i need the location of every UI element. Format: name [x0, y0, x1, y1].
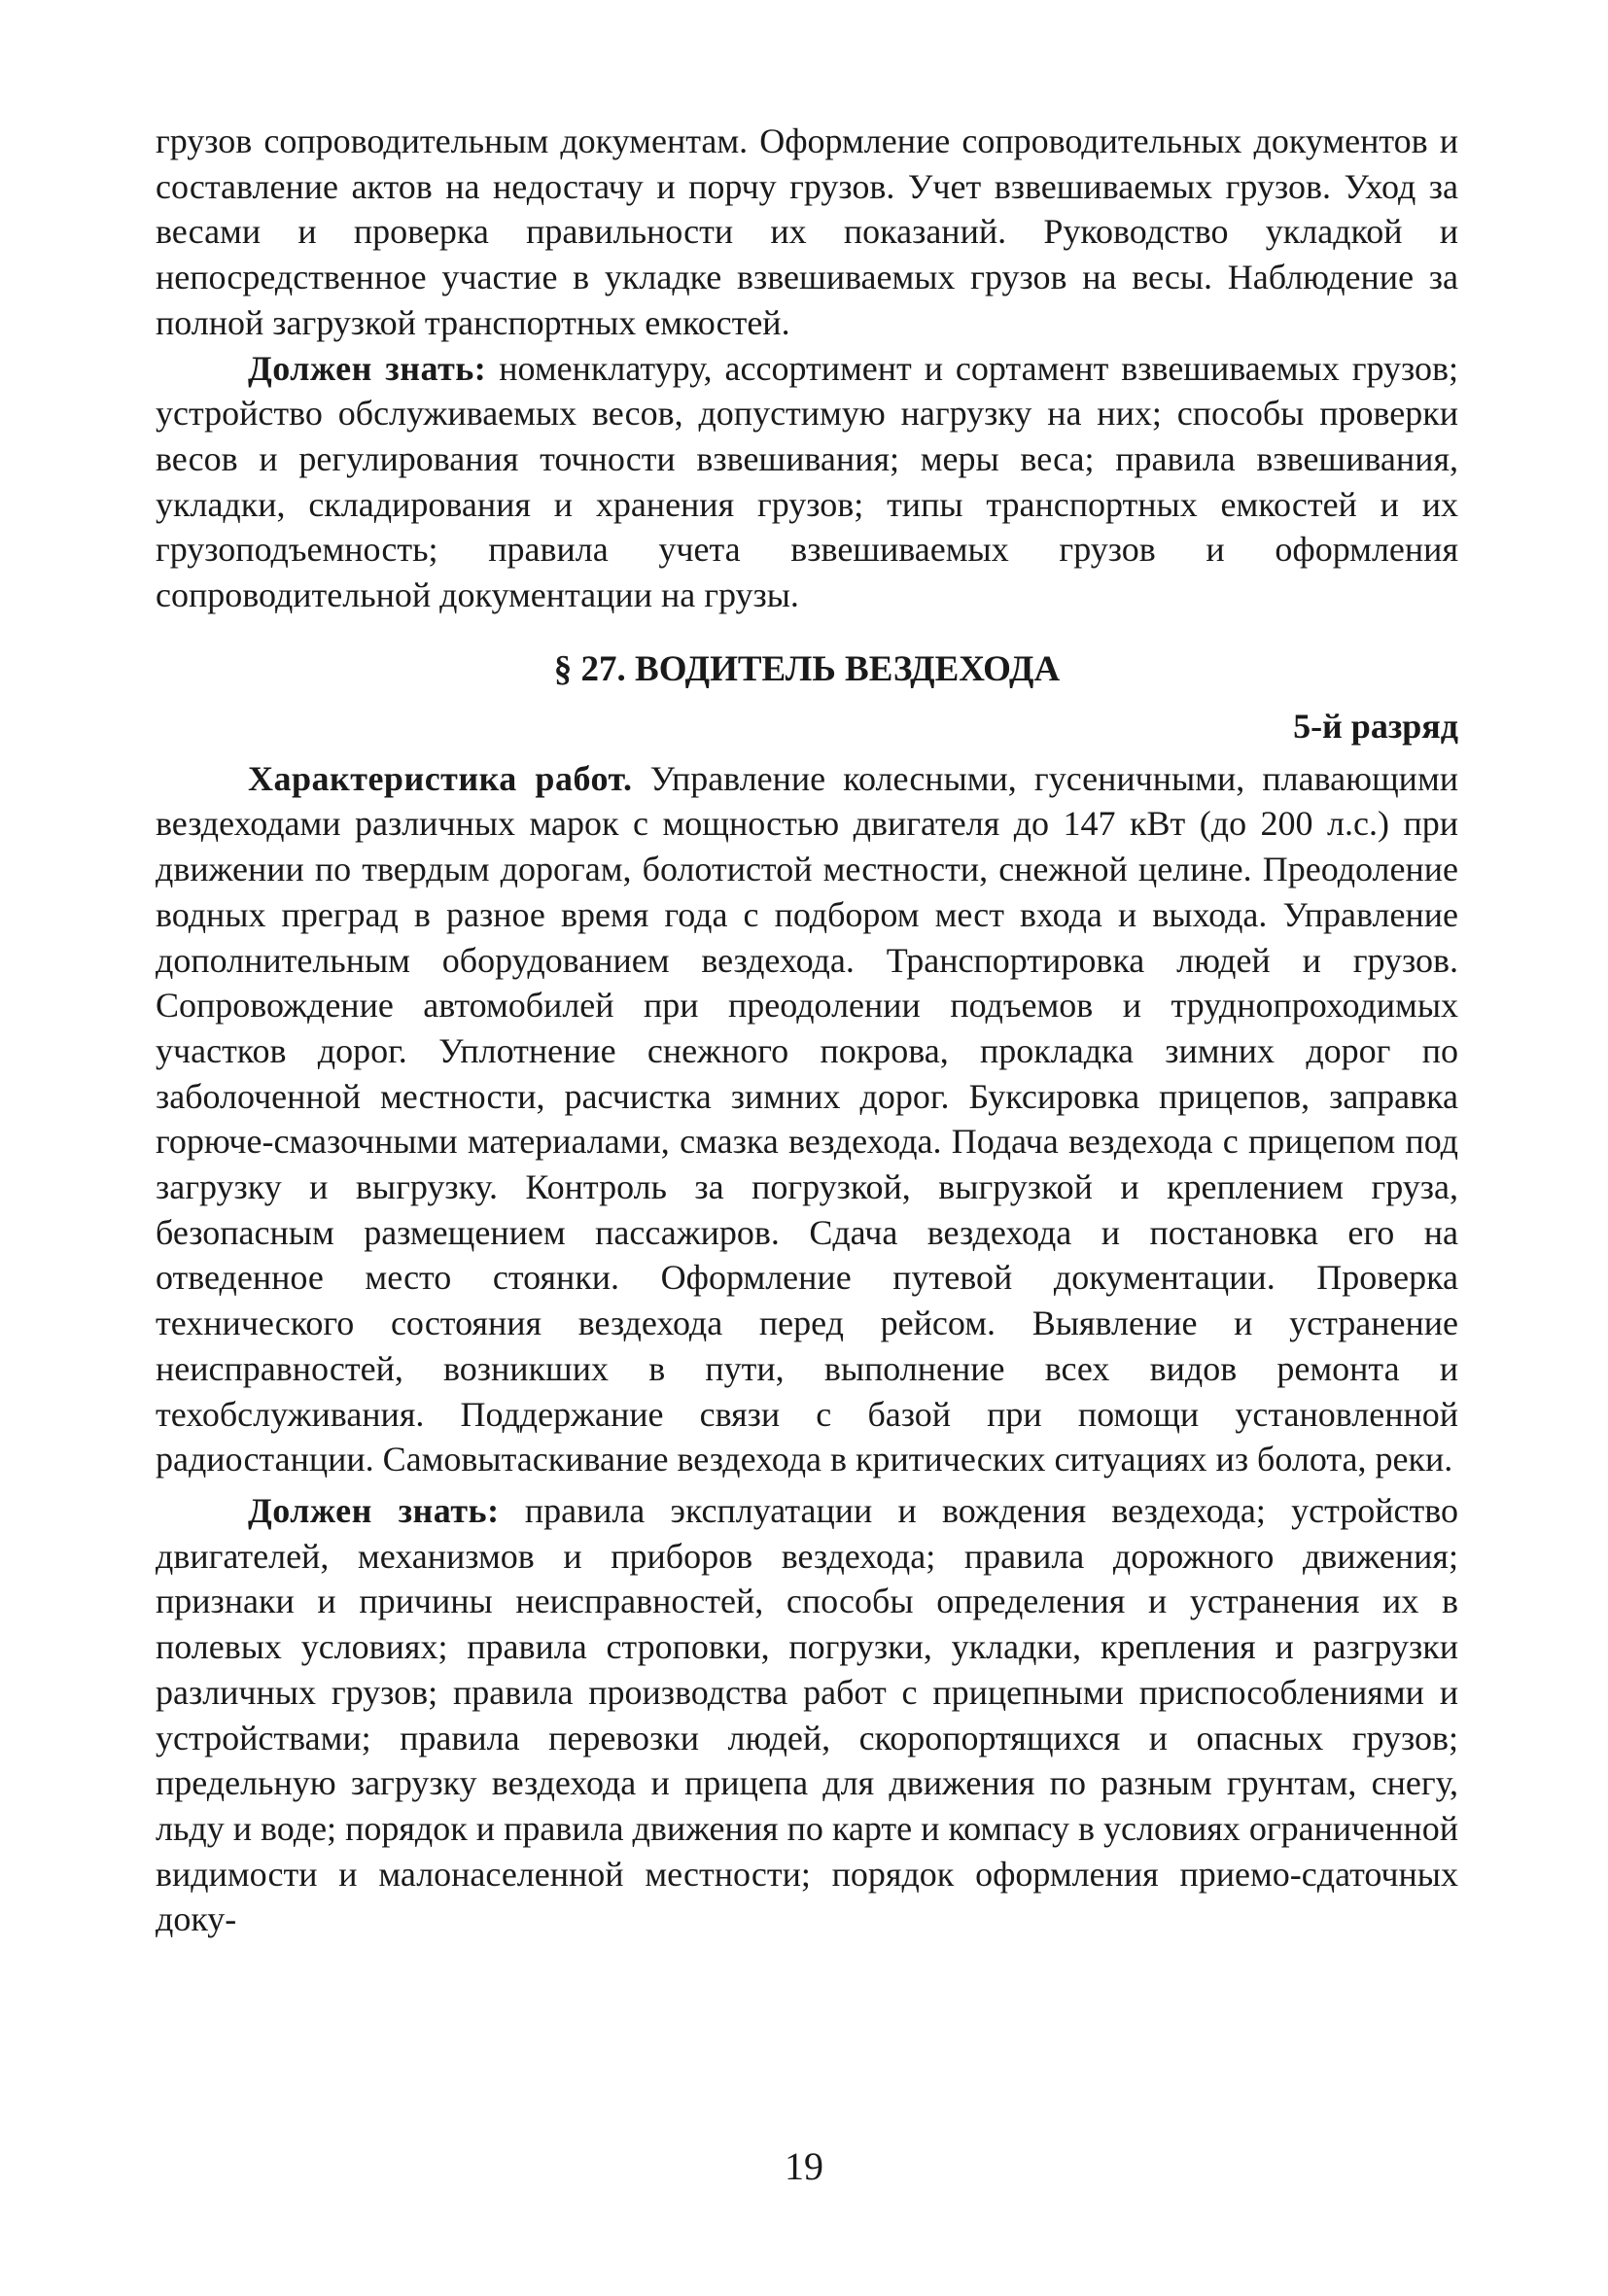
must-know-label-2: Должен знать: — [248, 1490, 500, 1530]
document-page — [156, 119, 1458, 1942]
work-description-text: Управление колесными, гусеничными, плавающими вездеходами различных марок с мощностью двигателя до 147 кВт (до 200 л.с.) при движении по твердым дорогам, болотистой местности, снежной целине. Преодоление водных преград в разное время года с подбором мест входа и выхода. Управление дополнительным оборудованием вездехода. Транспортировка людей и грузов. Сопровождение автомобилей при преодолении подъемов и труднопроходимых участков дорог. Уплотнение снежного покрова, прокладка зимних дорог по заболоченной местности, расчистка зимних дорог. Буксировка прицепов, заправка горюче-смазочными материалами, смазка вездехода. Подача вездехода с прицепом под загрузку и выгрузку. Контроль за погрузкой, выгрузкой и креплением груза, безопасным размещением пассажиров. Сдача вездехода и постановка его на отведенное место стоянки. Оформление путевой документации. Проверка технического состояния вездехода перед рейсом. Выявление и устранение неисправностей, возникших в пути, выполнение всех видов ремонта и техобслуживания. Поддержание связи с базой при помощи установленной радиостанции. Самовытаскивание вездехода в критических ситуациях из болота, реки. — [156, 758, 1458, 1479]
section-title: § 27. ВОДИТЕЛЬ ВЕЗДЕХОДА — [553, 648, 1061, 689]
work-description-label: Характеристика работ. — [248, 758, 633, 798]
grade-label: 5-й разряд — [1293, 706, 1458, 746]
must-know-text-2: правила эксплуатации и вождения вездехода; устройство двигателей, механизмов и приборов вездехода; правила дорожного движения; признаки и причины неисправностей, способы определения и устранения их в полевых условиях; правила строповки, погрузки, укладки, крепления и разгрузки различных грузов; правила производства работ с прицепными приспособлениями и устройствами; правила перевозки людей, скоропортящихся и опасных грузов; предельную загрузку вездехода и прицепа для движения по разным грунтам, снегу, льду и воде; порядок и правила движения по карте и компасу в условиях ограниченной видимости и малонаселенной местности; порядок оформления приемо-сдаточных доку- — [156, 1490, 1459, 1939]
page-number: 19 — [785, 2144, 823, 2188]
paragraph-must-know-1 — [156, 346, 1458, 618]
paragraph-continuation: грузов сопроводительным документам. Оформление сопроводительных документов и составление актов на недостачу и порчу грузов. Учет взвешиваемых грузов. Уход за весами и проверка правильности их показаний. Руководство укладкой и непосредственное участие в укладке взвешиваемых грузов на весы. Наблюдение за полной загрузкой транспортных емкостей. — [156, 122, 1458, 342]
paragraph-work-description — [156, 756, 1458, 1482]
must-know-text: номенклатуру, ассортимент и сортамент взвешиваемых грузов; устройство обслуживаемых весов, допустимую нагрузку на них; способы проверки весов и регулирования точности взвешивания; меры веса; правила взвешивания, укладки, складирования и хранения грузов; типы транспортных емкостей и их грузоподъемность; правила учета взвешиваемых грузов и оформления сопроводительной документации на грузы. — [156, 348, 1458, 615]
must-know-label: Должен знать: — [248, 348, 487, 388]
paragraph-must-know-2 — [156, 1488, 1458, 1942]
